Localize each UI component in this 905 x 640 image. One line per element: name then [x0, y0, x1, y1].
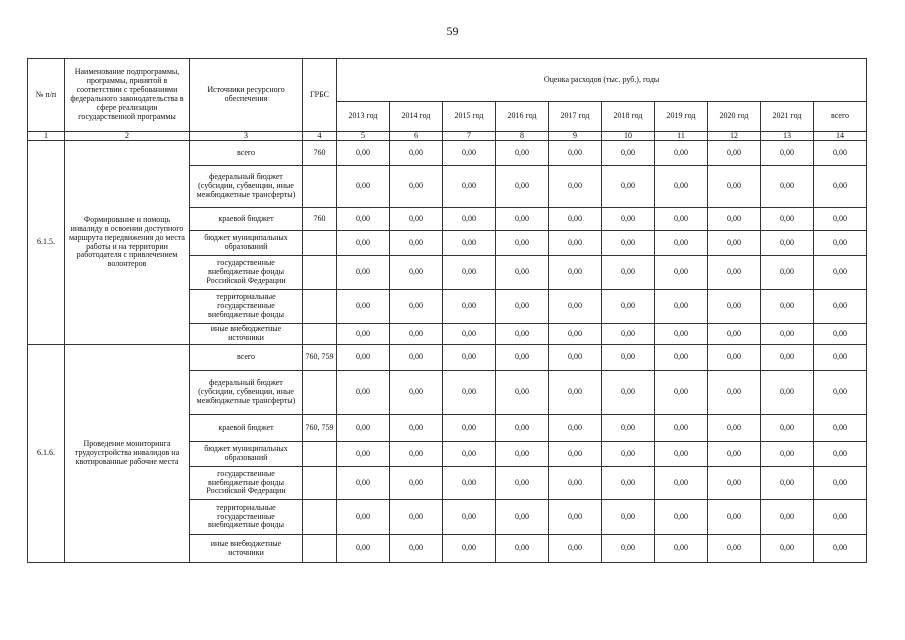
value-cell: 0,00 — [390, 324, 443, 345]
value-cell: 0,00 — [655, 324, 708, 345]
value-cell: 0,00 — [549, 415, 602, 442]
value-cell: 0,00 — [814, 467, 867, 500]
header-estimate: Оценка расходов (тыс. руб.), годы — [337, 59, 867, 102]
value-cell: 0,00 — [443, 141, 496, 166]
value-cell: 0,00 — [337, 371, 390, 415]
value-cell: 0,00 — [655, 371, 708, 415]
value-cell: 0,00 — [496, 442, 549, 467]
value-cell: 0,00 — [390, 467, 443, 500]
year-header: 2013 год — [337, 102, 390, 132]
value-cell: 0,00 — [602, 324, 655, 345]
value-cell: 0,00 — [496, 467, 549, 500]
value-cell: 0,00 — [602, 208, 655, 231]
grbs-code — [303, 231, 337, 256]
value-cell: 0,00 — [496, 535, 549, 563]
value-cell: 0,00 — [708, 442, 761, 467]
value-cell: 0,00 — [337, 141, 390, 166]
value-cell: 0,00 — [761, 324, 814, 345]
value-cell: 0,00 — [549, 345, 602, 371]
value-cell: 0,00 — [814, 535, 867, 563]
value-cell: 0,00 — [655, 415, 708, 442]
value-cell: 0,00 — [337, 467, 390, 500]
column-number: 6 — [390, 132, 443, 141]
value-cell: 0,00 — [602, 535, 655, 563]
funding-source: бюджет муниципальных образований — [190, 442, 303, 467]
item-number: 6.1.6. — [28, 345, 65, 563]
column-number: 13 — [761, 132, 814, 141]
value-cell: 0,00 — [549, 141, 602, 166]
grbs-code: 760 — [303, 141, 337, 166]
value-cell: 0,00 — [549, 324, 602, 345]
year-header: 2019 год — [655, 102, 708, 132]
value-cell: 0,00 — [390, 371, 443, 415]
column-number: 4 — [303, 132, 337, 141]
value-cell: 0,00 — [814, 208, 867, 231]
funding-source: федеральный бюджет (субсидии, субвенции, иные межбюджетные трансферты) — [190, 371, 303, 415]
item-name: Формирование и помощь инвалиду в освоении доступного маршрута передвижения до места работы и на территории работодателя с привлечением волонтеров — [65, 141, 190, 345]
value-cell: 0,00 — [814, 166, 867, 208]
value-cell: 0,00 — [390, 141, 443, 166]
value-cell: 0,00 — [708, 371, 761, 415]
header-sources: Источники ресурсного обеспечения — [190, 59, 303, 132]
page-number: 59 — [446, 24, 459, 38]
grbs-code — [303, 166, 337, 208]
value-cell: 0,00 — [390, 415, 443, 442]
column-number: 2 — [65, 132, 190, 141]
value-cell: 0,00 — [496, 371, 549, 415]
value-cell: 0,00 — [602, 141, 655, 166]
grbs-code: 760, 759 — [303, 345, 337, 371]
value-cell: 0,00 — [708, 535, 761, 563]
item-name: Проведение мониторинга трудоустройства инвалидов на квотированные рабочие места — [65, 345, 190, 563]
value-cell: 0,00 — [814, 231, 867, 256]
grbs-code — [303, 371, 337, 415]
column-number: 7 — [443, 132, 496, 141]
value-cell: 0,00 — [496, 345, 549, 371]
header-num: № п/п — [28, 59, 65, 132]
value-cell: 0,00 — [708, 141, 761, 166]
value-cell: 0,00 — [655, 467, 708, 500]
value-cell: 0,00 — [496, 166, 549, 208]
value-cell: 0,00 — [655, 166, 708, 208]
value-cell: 0,00 — [814, 256, 867, 290]
value-cell: 0,00 — [337, 231, 390, 256]
value-cell: 0,00 — [443, 467, 496, 500]
value-cell: 0,00 — [655, 442, 708, 467]
value-cell: 0,00 — [761, 290, 814, 324]
value-cell: 0,00 — [655, 141, 708, 166]
column-number: 9 — [549, 132, 602, 141]
value-cell: 0,00 — [814, 415, 867, 442]
year-header: 2018 год — [602, 102, 655, 132]
column-number: 8 — [496, 132, 549, 141]
value-cell: 0,00 — [655, 208, 708, 231]
value-cell: 0,00 — [443, 290, 496, 324]
value-cell: 0,00 — [390, 535, 443, 563]
value-cell: 0,00 — [549, 467, 602, 500]
value-cell: 0,00 — [337, 415, 390, 442]
year-header: 2020 год — [708, 102, 761, 132]
value-cell: 0,00 — [549, 371, 602, 415]
value-cell: 0,00 — [549, 290, 602, 324]
value-cell: 0,00 — [761, 208, 814, 231]
value-cell: 0,00 — [655, 290, 708, 324]
table-row — [28, 141, 867, 166]
value-cell: 0,00 — [443, 442, 496, 467]
value-cell: 0,00 — [496, 290, 549, 324]
value-cell: 0,00 — [390, 166, 443, 208]
value-cell: 0,00 — [761, 256, 814, 290]
value-cell: 0,00 — [602, 256, 655, 290]
value-cell: 0,00 — [337, 345, 390, 371]
value-cell: 0,00 — [814, 442, 867, 467]
value-cell: 0,00 — [443, 256, 496, 290]
value-cell: 0,00 — [390, 500, 443, 535]
value-cell: 0,00 — [814, 500, 867, 535]
year-header: 2021 год — [761, 102, 814, 132]
grbs-code — [303, 467, 337, 500]
grbs-code: 760, 759 — [303, 415, 337, 442]
funding-source: всего — [190, 345, 303, 371]
value-cell: 0,00 — [337, 324, 390, 345]
value-cell: 0,00 — [337, 208, 390, 231]
value-cell: 0,00 — [708, 500, 761, 535]
value-cell: 0,00 — [496, 208, 549, 231]
year-header: 2015 год — [443, 102, 496, 132]
year-header: 2016 год — [496, 102, 549, 132]
column-number: 5 — [337, 132, 390, 141]
value-cell: 0,00 — [602, 371, 655, 415]
value-cell: 0,00 — [761, 467, 814, 500]
value-cell: 0,00 — [549, 256, 602, 290]
value-cell: 0,00 — [602, 231, 655, 256]
item-number: 6.1.5. — [28, 141, 65, 345]
grbs-code — [303, 256, 337, 290]
value-cell: 0,00 — [337, 166, 390, 208]
value-cell: 0,00 — [337, 290, 390, 324]
year-header: 2014 год — [390, 102, 443, 132]
value-cell: 0,00 — [814, 290, 867, 324]
expenditure-table — [27, 58, 867, 563]
value-cell: 0,00 — [549, 535, 602, 563]
grbs-code — [303, 500, 337, 535]
funding-source: краевой бюджет — [190, 208, 303, 231]
header-row — [28, 59, 867, 102]
value-cell: 0,00 — [708, 467, 761, 500]
value-cell: 0,00 — [496, 256, 549, 290]
year-header: 2017 год — [549, 102, 602, 132]
value-cell: 0,00 — [496, 415, 549, 442]
column-number: 1 — [28, 132, 65, 141]
grbs-code — [303, 324, 337, 345]
funding-source: бюджет муниципальных образований — [190, 231, 303, 256]
grbs-code — [303, 442, 337, 467]
value-cell: 0,00 — [602, 415, 655, 442]
column-number: 12 — [708, 132, 761, 141]
value-cell: 0,00 — [814, 141, 867, 166]
value-cell: 0,00 — [761, 141, 814, 166]
value-cell: 0,00 — [761, 166, 814, 208]
value-cell: 0,00 — [708, 256, 761, 290]
value-cell: 0,00 — [337, 500, 390, 535]
value-cell: 0,00 — [549, 442, 602, 467]
value-cell: 0,00 — [761, 345, 814, 371]
value-cell: 0,00 — [390, 290, 443, 324]
funding-source: краевой бюджет — [190, 415, 303, 442]
funding-source: территориальные государственные внебюджетные фонды — [190, 290, 303, 324]
value-cell: 0,00 — [602, 345, 655, 371]
header-name: Наименование подпрограммы, программы, принятой в соответствии с требованиями федерального законодательства в сфере реализации государственной программы — [65, 59, 190, 132]
value-cell: 0,00 — [549, 231, 602, 256]
value-cell: 0,00 — [390, 256, 443, 290]
value-cell: 0,00 — [443, 500, 496, 535]
table-row — [28, 345, 867, 371]
value-cell: 0,00 — [761, 535, 814, 563]
value-cell: 0,00 — [708, 290, 761, 324]
column-number: 14 — [814, 132, 867, 141]
year-header: всего — [814, 102, 867, 132]
value-cell: 0,00 — [443, 345, 496, 371]
value-cell: 0,00 — [496, 500, 549, 535]
column-number: 10 — [602, 132, 655, 141]
value-cell: 0,00 — [814, 371, 867, 415]
value-cell: 0,00 — [708, 345, 761, 371]
funding-source: иные внебюджетные источники — [190, 324, 303, 345]
funding-source: государственные внебюджетные фонды Российской Федерации — [190, 256, 303, 290]
value-cell: 0,00 — [549, 500, 602, 535]
value-cell: 0,00 — [708, 415, 761, 442]
value-cell: 0,00 — [390, 345, 443, 371]
grbs-code: 760 — [303, 208, 337, 231]
funding-source: государственные внебюджетные фонды Российской Федерации — [190, 467, 303, 500]
value-cell: 0,00 — [761, 415, 814, 442]
header-grbs: ГРБС — [303, 59, 337, 132]
value-cell: 0,00 — [390, 442, 443, 467]
table-body — [28, 59, 867, 563]
funding-source: всего — [190, 141, 303, 166]
value-cell: 0,00 — [496, 231, 549, 256]
funding-source: территориальные государственные внебюджетные фонды — [190, 500, 303, 535]
value-cell: 0,00 — [443, 324, 496, 345]
value-cell: 0,00 — [443, 166, 496, 208]
value-cell: 0,00 — [655, 256, 708, 290]
value-cell: 0,00 — [443, 535, 496, 563]
grbs-code — [303, 535, 337, 563]
value-cell: 0,00 — [496, 324, 549, 345]
value-cell: 0,00 — [443, 231, 496, 256]
value-cell: 0,00 — [708, 324, 761, 345]
value-cell: 0,00 — [496, 141, 549, 166]
value-cell: 0,00 — [337, 442, 390, 467]
value-cell: 0,00 — [655, 345, 708, 371]
value-cell: 0,00 — [814, 324, 867, 345]
funding-source: иные внебюджетные источники — [190, 535, 303, 563]
value-cell: 0,00 — [602, 166, 655, 208]
value-cell: 0,00 — [655, 500, 708, 535]
value-cell: 0,00 — [390, 231, 443, 256]
value-cell: 0,00 — [337, 535, 390, 563]
value-cell: 0,00 — [708, 231, 761, 256]
value-cell: 0,00 — [761, 500, 814, 535]
value-cell: 0,00 — [761, 371, 814, 415]
value-cell: 0,00 — [443, 371, 496, 415]
value-cell: 0,00 — [602, 442, 655, 467]
grbs-code — [303, 290, 337, 324]
value-cell: 0,00 — [443, 415, 496, 442]
value-cell: 0,00 — [390, 208, 443, 231]
value-cell: 0,00 — [761, 231, 814, 256]
value-cell: 0,00 — [602, 290, 655, 324]
value-cell: 0,00 — [549, 208, 602, 231]
value-cell: 0,00 — [708, 208, 761, 231]
value-cell: 0,00 — [655, 535, 708, 563]
column-number: 11 — [655, 132, 708, 141]
value-cell: 0,00 — [761, 442, 814, 467]
value-cell: 0,00 — [814, 345, 867, 371]
column-numbers-row — [28, 132, 867, 141]
value-cell: 0,00 — [602, 500, 655, 535]
funding-source: федеральный бюджет (субсидии, субвенции, иные межбюджетные трансферты) — [190, 166, 303, 208]
value-cell: 0,00 — [337, 256, 390, 290]
value-cell: 0,00 — [549, 166, 602, 208]
value-cell: 0,00 — [602, 467, 655, 500]
value-cell: 0,00 — [443, 208, 496, 231]
value-cell: 0,00 — [708, 166, 761, 208]
value-cell: 0,00 — [655, 231, 708, 256]
column-number: 3 — [190, 132, 303, 141]
